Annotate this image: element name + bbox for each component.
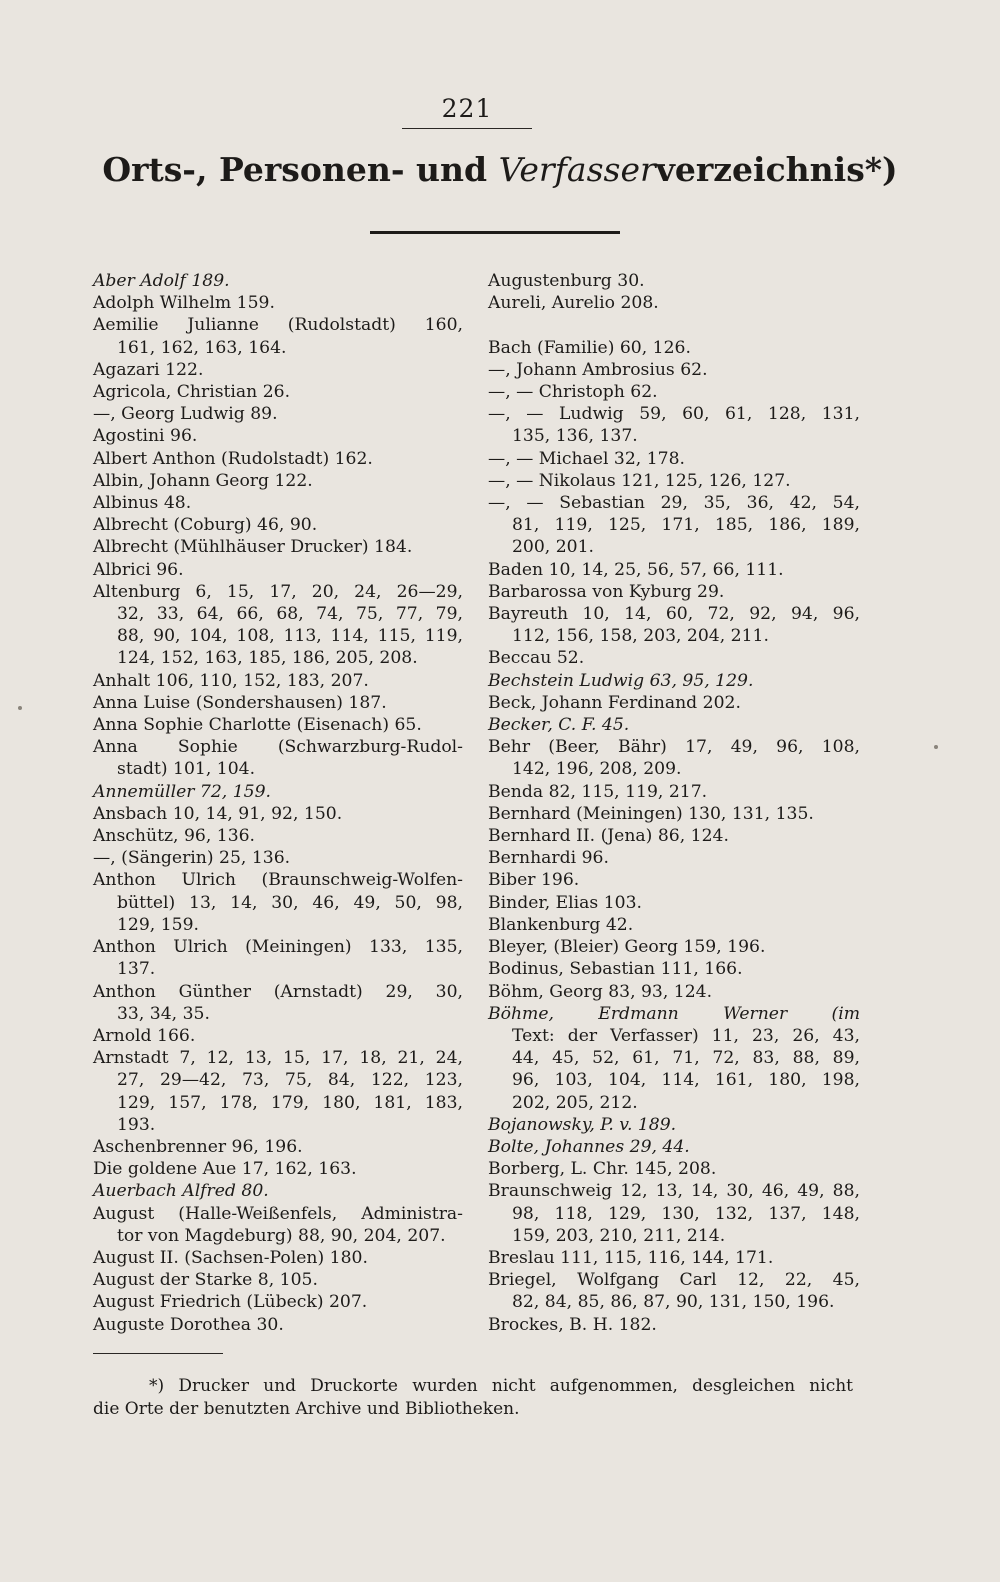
index-entry: Becker, C. F. 45. bbox=[488, 715, 630, 736]
index-entry: 44, 45, 52, 61, 71, 72, 83, 88, 89, bbox=[512, 1048, 860, 1069]
index-entry: Breslau 111, 115, 116, 144, 171. bbox=[488, 1247, 774, 1268]
index-entry: Anna Luise (Sondershausen) 187. bbox=[93, 692, 387, 713]
index-entry: Aureli, Aurelio 208. bbox=[488, 293, 659, 314]
title-rule bbox=[370, 231, 620, 234]
index-entry: Bolte, Johannes 29, 44. bbox=[488, 1136, 690, 1157]
footnote bbox=[93, 1375, 853, 1421]
index-entry: Bojanowsky, P. v. 189. bbox=[488, 1114, 677, 1135]
index-entry: Albinus 48. bbox=[93, 493, 192, 514]
index-entry: Bechstein Ludwig 63, 95, 129. bbox=[488, 670, 754, 691]
index-entry: 200, 201. bbox=[512, 537, 595, 558]
index-entry: Bach (Familie) 60, 126. bbox=[488, 337, 691, 358]
index-entry: Barbarossa von Kyburg 29. bbox=[488, 581, 725, 602]
title-part-2: Verfasser bbox=[498, 150, 656, 189]
index-entry: Text: der Verfasser) 11, 23, 26, 43, bbox=[512, 1025, 860, 1046]
index-entry: Benda 82, 115, 119, 217. bbox=[488, 781, 708, 802]
index-entry: —, Georg Ludwig 89. bbox=[93, 404, 278, 425]
index-entry: Arnold 166. bbox=[93, 1025, 196, 1046]
index-entry: 193. bbox=[117, 1114, 156, 1135]
index-entry: Binder, Elias 103. bbox=[488, 892, 642, 913]
index-entry: 137. bbox=[117, 959, 156, 980]
index-entry: 33, 34, 35. bbox=[117, 1003, 210, 1024]
index-entry: 202, 205, 212. bbox=[512, 1092, 638, 1113]
index-entry: Bernhardi 96. bbox=[488, 848, 609, 869]
index-entry: Albrici 96. bbox=[93, 559, 184, 580]
index-entry: Böhme, Erdmann Werner (im bbox=[488, 1003, 860, 1024]
index-entry: August der Starke 8, 105. bbox=[93, 1270, 318, 1291]
index-entry: 112, 156, 158, 203, 204, 211. bbox=[512, 626, 769, 647]
footnote-rule bbox=[93, 1353, 223, 1354]
index-entry: Blankenburg 42. bbox=[488, 914, 634, 935]
index-entry: Braunschweig 12, 13, 14, 30, 46, 49, 88, bbox=[488, 1181, 860, 1202]
index-entry: 96, 103, 104, 114, 161, 180, 198, bbox=[512, 1070, 860, 1091]
index-entry: Anna Sophie (Schwarzburg-Rudol- bbox=[93, 737, 463, 758]
index-entry: Albert Anthon (Rudolstadt) 162. bbox=[93, 448, 373, 469]
index-entry: Anhalt 106, 110, 152, 183, 207. bbox=[93, 670, 369, 691]
index-entry: —, — Christoph 62. bbox=[488, 382, 658, 403]
index-entry: Agricola, Christian 26. bbox=[93, 382, 291, 403]
index-entry: —, — Nikolaus 121, 125, 126, 127. bbox=[488, 470, 791, 491]
index-entry: —, — Sebastian 29, 35, 36, 42, 54, bbox=[488, 493, 860, 514]
title-part-1: Orts-, Personen- und bbox=[102, 150, 499, 189]
index-entry: Beck, Johann Ferdinand 202. bbox=[488, 692, 741, 713]
index-entry: Böhm, Georg 83, 93, 124. bbox=[488, 981, 713, 1002]
index-entry: Bayreuth 10, 14, 60, 72, 92, 94, 96, bbox=[488, 604, 860, 625]
index-entry: 98, 118, 129, 130, 132, 137, 148, bbox=[512, 1203, 860, 1224]
index-entry: Agostini 96. bbox=[93, 426, 198, 447]
index-entry: Bernhard (Meiningen) 130, 131, 135. bbox=[488, 803, 814, 824]
index-entry: 129, 159. bbox=[117, 914, 200, 935]
index-entry: Baden 10, 14, 25, 56, 57, 66, 111. bbox=[488, 559, 784, 580]
paper-speck bbox=[934, 745, 938, 749]
page-title bbox=[0, 150, 1000, 189]
footnote-line-2: die Orte der benutzten Archive und Bibliotheken. bbox=[93, 1399, 520, 1419]
index-entry: 159, 203, 210, 211, 214. bbox=[512, 1225, 726, 1246]
title-part-3: verzeichnis*) bbox=[655, 150, 898, 189]
index-entry: 124, 152, 163, 185, 186, 205, 208. bbox=[117, 648, 418, 669]
index-entry: Albrecht (Coburg) 46, 90. bbox=[93, 515, 318, 536]
index-entry: Auerbach Alfred 80. bbox=[93, 1181, 269, 1202]
index-entry: Adolph Wilhelm 159. bbox=[93, 293, 275, 314]
index-entry: 129, 157, 178, 179, 180, 181, 183, bbox=[117, 1092, 463, 1113]
index-entry: 88, 90, 104, 108, 113, 114, 115, 119, bbox=[117, 626, 463, 647]
index-entry: Borberg, L. Chr. 145, 208. bbox=[488, 1159, 717, 1180]
index-entry: Bleyer, (Bleier) Georg 159, 196. bbox=[488, 937, 766, 958]
footnote-line-1: *) Drucker und Druckorte wurden nicht aufgenommen, desgleichen nicht bbox=[149, 1376, 853, 1396]
index-entry: Annemüller 72, 159. bbox=[93, 781, 272, 802]
page-number-rule bbox=[402, 128, 532, 129]
index-entry: Aber Adolf 189. bbox=[93, 271, 230, 291]
index-entry: Anthon Ulrich (Meiningen) 133, 135, bbox=[93, 937, 463, 958]
index-entry: Augustenburg 30. bbox=[488, 271, 645, 291]
index-entry: August Friedrich (Lübeck) 207. bbox=[93, 1292, 368, 1313]
index-entry: 27, 29—42, 73, 75, 84, 122, 123, bbox=[117, 1070, 463, 1091]
index-entry: —, (Sängerin) 25, 136. bbox=[93, 848, 291, 869]
index-entry: —, — Michael 32, 178. bbox=[488, 448, 686, 469]
index-entry: 32, 33, 64, 66, 68, 74, 75, 77, 79, bbox=[117, 604, 463, 625]
index-entry: 161, 162, 163, 164. bbox=[117, 337, 287, 358]
index-entry: Anna Sophie Charlotte (Eisenach) 65. bbox=[93, 715, 422, 736]
index-entry: stadt) 101, 104. bbox=[117, 759, 256, 780]
index-entry: Bodinus, Sebastian 111, 166. bbox=[488, 959, 743, 980]
index-entry: Altenburg 6, 15, 17, 20, 24, 26—29, bbox=[93, 581, 463, 602]
index-entry: Behr (Beer, Bähr) 17, 49, 96, 108, bbox=[488, 737, 860, 758]
index-entry: 81, 119, 125, 171, 185, 186, 189, bbox=[512, 515, 860, 536]
index-entry: —, Johann Ambrosius 62. bbox=[488, 359, 708, 380]
index-entry: 82, 84, 85, 86, 87, 90, 131, 150, 196. bbox=[512, 1292, 835, 1313]
index-entry: Albrecht (Mühlhäuser Drucker) 184. bbox=[93, 537, 413, 558]
index-entry: —, — Ludwig 59, 60, 61, 128, 131, bbox=[488, 404, 860, 425]
index-entry: Aschenbrenner 96, 196. bbox=[93, 1136, 303, 1157]
paper-speck bbox=[18, 706, 22, 710]
index-entry: Aemilie Julianne (Rudolstadt) 160, bbox=[93, 315, 463, 336]
index-entry: büttel) 13, 14, 30, 46, 49, 50, 98, bbox=[117, 892, 463, 913]
index-entry: Die goldene Aue 17, 162, 163. bbox=[93, 1159, 357, 1180]
index-entry: Agazari 122. bbox=[93, 359, 204, 380]
index-entry: Biber 196. bbox=[488, 870, 580, 891]
index-entry: Anschütz, 96, 136. bbox=[93, 826, 256, 847]
index-column-right bbox=[488, 270, 860, 1336]
index-entry: August II. (Sachsen-Polen) 180. bbox=[93, 1247, 368, 1268]
index-entry: Anthon Günther (Arnstadt) 29, 30, bbox=[93, 981, 463, 1002]
page-number: 221 bbox=[441, 94, 493, 123]
index-entry: Auguste Dorothea 30. bbox=[93, 1314, 284, 1335]
index-entry: Brockes, B. H. 182. bbox=[488, 1314, 657, 1335]
index-entry: 142, 196, 208, 209. bbox=[512, 759, 682, 780]
index-entry: Anthon Ulrich (Braunschweig-Wolfen- bbox=[93, 870, 463, 891]
index-entry: Beccau 52. bbox=[488, 648, 585, 669]
index-entry: tor von Magdeburg) 88, 90, 204, 207. bbox=[117, 1225, 446, 1246]
index-entry: Briegel, Wolfgang Carl 12, 22, 45, bbox=[488, 1270, 860, 1291]
index-entry: Arnstadt 7, 12, 13, 15, 17, 18, 21, 24, bbox=[93, 1048, 463, 1069]
index-entry: 135, 136, 137. bbox=[512, 426, 638, 447]
index-entry: Ansbach 10, 14, 91, 92, 150. bbox=[93, 803, 343, 824]
index-entry bbox=[488, 314, 860, 336]
index-entry: August (Halle-Weißenfels, Administra- bbox=[93, 1203, 463, 1224]
index-entry: Albin, Johann Georg 122. bbox=[93, 470, 313, 491]
index-column-left bbox=[93, 270, 463, 1336]
index-entry: Bernhard II. (Jena) 86, 124. bbox=[488, 826, 729, 847]
